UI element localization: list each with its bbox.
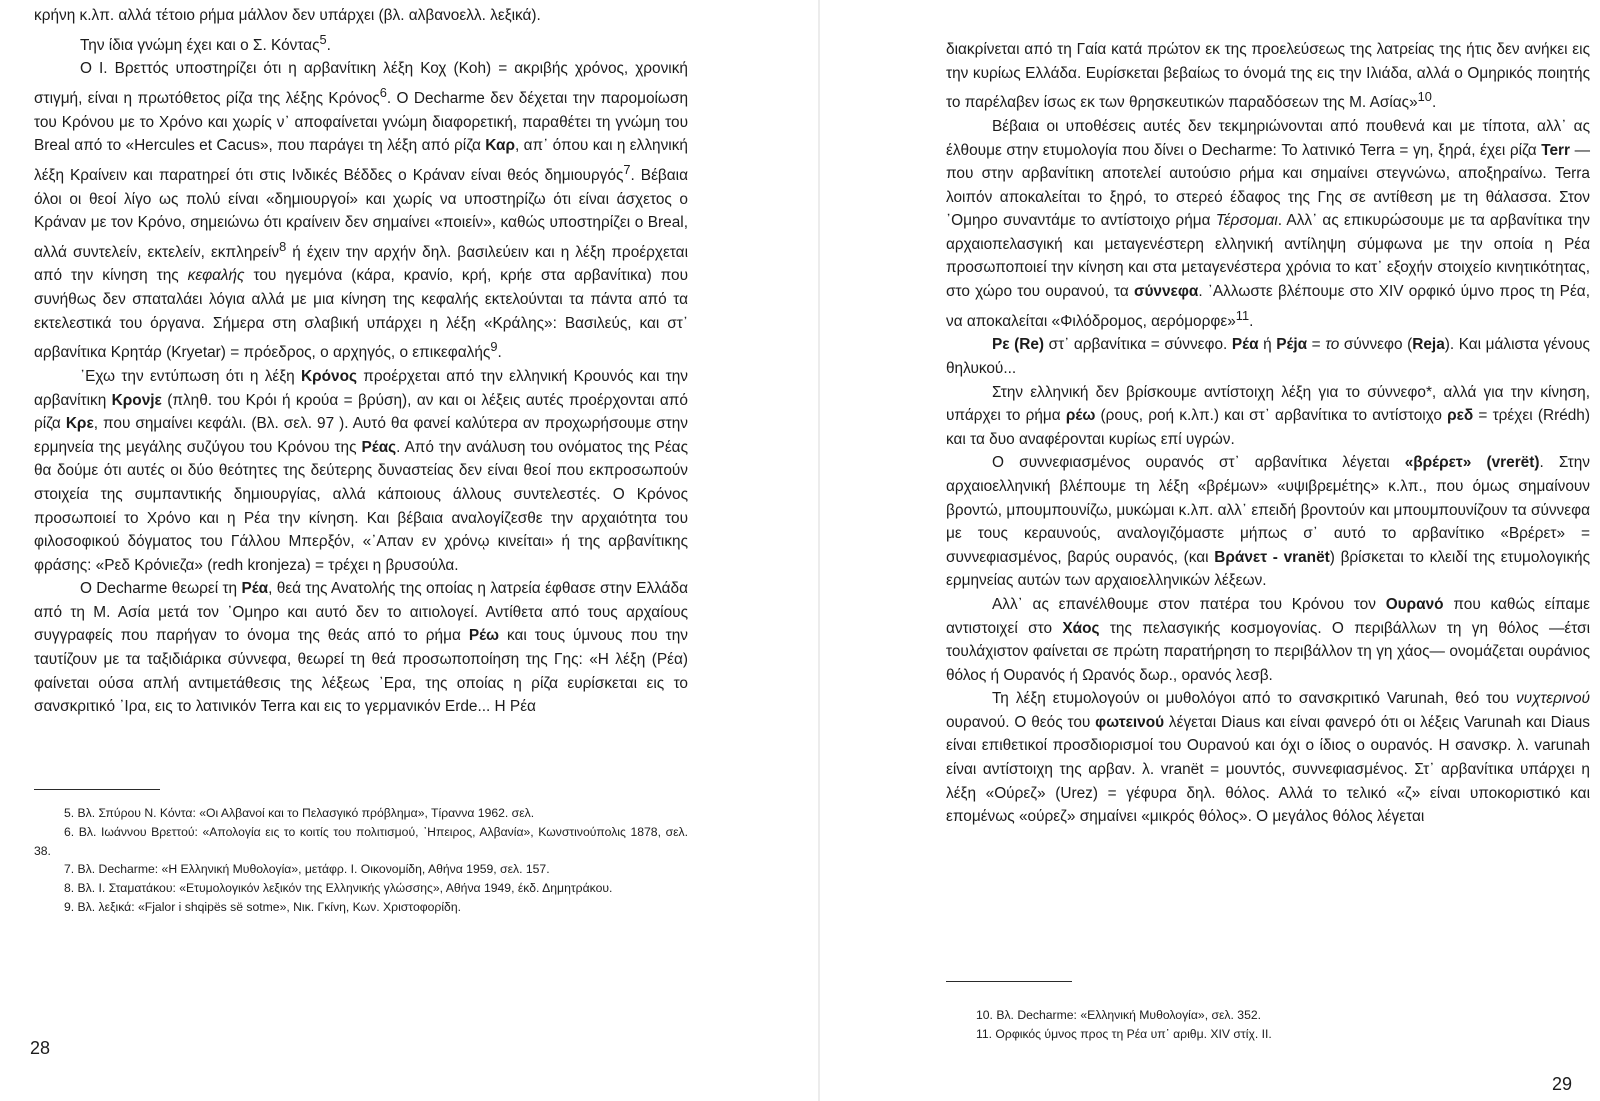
footnote-ref: 10 bbox=[1417, 89, 1432, 105]
page-right-body bbox=[946, 38, 1590, 829]
footnote-ref: 11 bbox=[1235, 307, 1250, 323]
emphasis: «βρέρετ» (vrerët) bbox=[1404, 454, 1540, 472]
paragraph: Ο συννεφιασμένος ουρανός στ᾽ αρβανίτικα λέγεται «βρέρετ» (vrerët). Στην αρχαιοελληνική βλέπουμε τη λέξη «βρέμων» «υψιβρεμέτης» κ.λπ., που όμως σημαίνουν βροντώ, μπουμπουνίζω, μυκώμαι κ.λπ. αλλ᾽ επειδή βροντούν και μπουμπουνίζουν τα σύννεφα με τους κεραυνούς, αναλογιζόμαστε μήπως σ᾽ αυτό το αρβανίτικο «Βρέρετ» = συννεφιασμένος, βαρύς ουρανός, (και Βράνετ - vranët) βρίσκεται το κλειδί της ετυμολογικής ερμηνείας αυτών των αρχαιοελληνικών λέξεων. bbox=[946, 454, 1590, 590]
page-right bbox=[820, 0, 1600, 1101]
emphasis: Ρέω bbox=[468, 627, 500, 645]
footnote: 11. Ορφικός ύμνος προς τη Ρέα υπ᾽ αριθμ. XIV στίχ. ΙΙ. bbox=[976, 1026, 1272, 1041]
emphasis: Ρε (Re) bbox=[992, 336, 1045, 354]
paragraph: κρήνη κ.λπ. αλλά τέτοιο ρήμα μάλλον δεν υπάρχει (βλ. αλβανοελλ. λεξικά). bbox=[34, 7, 541, 24]
paragraph: Ο Ι. Βρεττός υποστηρίζει ότι η αρβανίτικη λέξη Κοχ (Koh) = ακριβής χρόνος, χρονική στιγμή, είναι η πρωτόθετος ρίζα της λέξης Κρόνος$^6$. Ο Decharme δεν δέχεται την παρομοίωση του Κρόνου με το Χρόνο και χωρίς ν᾽ αποφαίνεται γνώμη διαφορετική, παραθέτει τη γνώμη του Breal από το «Hercules et Cacus», που παράγει τη λέξη από ρίζα Καρ, απ᾽ όπου και η ελληνική λέξη Κραίνειν και παρατηρεί ότι στις Ινδικές Βέδδες ο Κράναν είναι θεός δημιουργός$^7$. Βέβαια όλοι οι θεοί λίγο ως πολύ είναι «δημιουργοί» και χωρίς να υποστηρίζω ότι είναι άσχετος ο Κράναν με τον Κρόνο, σημειώνω ότι κραίνειν δεν σημαίνει «ποιείν», καθώς υποστηρίζει ο Βreal, αλλά συντελείν, εκτελείν, εκπληρείν$^8$ ή έχειν την αρχήν δηλ. βασιλεύειν και η λέξη προέρχεται από την κίνηση της κεφαλής του ηγεμόνα (κάρα, κρανίο, κρή, κρήε στα αρβανίτικα) που συνήθως δεν σπαταλάει λόγια αλλά με μια κίνηση της κεφαλής εκτελούνται τα πάντα από τα εκτελεστικά του όργανα. Σήμερα στη σλαβική υπάρχει η λέξη «Κράλης»: Βασιλεύς, και στ᾽ αρβανίτικα Κρητάρ (Kryetar) = πρόεδρος, ο αρχηγός, ο επικεφαλής$^9$. bbox=[34, 60, 689, 362]
emphasis: Βράνετ - vranët bbox=[1214, 548, 1330, 566]
paragraph: Ο Decharme θεωρεί τη Ρέα, θεά της Ανατολής της οποίας η λατρεία έφθασε στην Ελλάδα από τη Μ. Ασία μετά τον ᾽Ομηρο και αυτό δεν το αιτιολογεί. Αντίθετα από τους αρχαίους συγγραφείς που παρήγαν το όνομα της θεάς από το ρήμα Ρέω και τους ύμνους που την ταυτίζουν με τα ταξιδιάρικα σύννεφα, θεωρεί τη θεά προσωποποίηση της Γης: «Η λέξη (Ρέα) φαίνεται ούσα απλή αντιμετάθεσις της λέξεως ᾽Ερα, της οποίας η ρίζα ευρίσκεται εις το σανσκριτικό ᾽Ιρα, εις το λατινικόν Terra και εις το γερμανικόν Erde... Η Ρέα bbox=[34, 580, 689, 716]
footnote: 10. Βλ. Decharme: «Ελληνική Μυθολογία», σελ. 352. bbox=[976, 1008, 1262, 1022]
paragraph: Αλλ᾽ ας επανέλθουμε στον πατέρα του Κρόνου τον Ουρανό που καθώς είπαμε αντιστοιχεί στο Χάος της πελασγικής κοσμογονίας. Ο περιβάλλων τη γη θόλος —έτσι τουλάχιστον φαίνεται σε πρώτη παρατήρηση το περιβάλλον τη γη χάος— ονομάζεται ουράνιος θόλος ή Ουρανός ή Ωρανός δωρ., ορανός λεσβ. bbox=[946, 595, 1590, 684]
footnote: 5. Βλ. Σπύρου Ν. Κόντα: «Οι Αλβανοί και το Πελασγικό πρόβλημα», Τίραννα 1962. σελ. bbox=[64, 806, 535, 820]
emphasis: Τέρσομαι bbox=[1215, 212, 1278, 230]
emphasis: Κρόνος bbox=[300, 367, 357, 385]
emphasis: Ρέα bbox=[241, 580, 269, 598]
footnote: 6. Βλ. Ιωάννου Βρεττού: «Απολογία εις το κοιτίς του πολιτισμού, ᾽Ηπειρος, Αλβανία», Κωνστινούπολις 1878, σελ. 38. bbox=[34, 824, 688, 858]
footnote: 9. Βλ. λεξικά: «Fjalor i shqipës së sotme», Νικ. Γκίνη, Κων. Χριστοφορίδη. bbox=[64, 899, 461, 914]
emphasis: φωτεινού bbox=[1095, 713, 1165, 731]
emphasis: Reja bbox=[1412, 336, 1445, 354]
footnotes bbox=[946, 1006, 1590, 1044]
emphasis: Χάος bbox=[1062, 619, 1100, 637]
footnote-ref: 6 bbox=[379, 84, 387, 100]
emphasis: Ρέας bbox=[361, 438, 397, 456]
paragraph: Τη λέξη ετυμολογούν οι μυθολόγοι από το σανσκριτικό Varunah, θεό του νυχτερινού ουρανού. Ο θεός του φωτεινού λέγεται Diaus και είναι φανερό ότι οι λέξεις Varunah και Diaus είναι επιθετικοί προσδιορισμοί του Ουρανού και όχι ο ίδιος ο ουρανός. Η σανσκρ. λ. varunah είναι αντίστοιχη της αρβαν. λ. vranët = μουντός, συννεφιασμένος. Στ᾽ αρβανίτικα υπάρχει η λέξη «Ούρεζ» (Urez) = γέφυρα δηλ. θόλος. Αλλά το τελικό «ζ» είναι υποκοριστικό και επομένως «ούρεζ» σημαίνει «μικρός θόλος». Ο μεγάλος θόλος λέγεται bbox=[946, 690, 1590, 826]
page-left-body bbox=[34, 4, 688, 719]
emphasis: Ρέα bbox=[1231, 336, 1259, 354]
emphasis: Κρονjε bbox=[111, 391, 162, 409]
footnote: 8. Βλ. Ι. Σταματάκου: «Ετυμολογικόν λεξικόν της Ελληνικής γλώσσης», Αθήνα 1949, έκδ. Δημητράκου. bbox=[64, 881, 613, 896]
footnote-ref: 9 bbox=[490, 339, 498, 355]
page-number: 28 bbox=[30, 1038, 51, 1058]
paragraph: Ρε (Re) στ᾽ αρβανίτικα = σύννεφο. Ρέα ή Ρέjα = το σύννεφο (Reja). Και μάλιστα γένους θηλυκού... bbox=[946, 336, 1590, 377]
paragraph: Την ίδια γνώμη έχει και ο Σ. Κόντας$^5$. bbox=[80, 31, 331, 54]
emphasis: κεφαλής bbox=[187, 267, 245, 285]
paragraph: ᾽Εχω την εντύπωση ότι η λέξη Κρόνος προέρχεται από την ελληνική Κρουνός και την αρβανίτικη Κρονjε (πληθ. του Κρόι ή κρούα = βρύση), αν και οι λέξεις αυτές προέρχονται από ρίζα Κρε, που σημαίνει κεφάλι. (Βλ. σελ. 97 ). Αυτό θα φανεί καλύτερα αν προχωρήσουμε στην ερμηνεία της μεγάλης συζύγου του Κρόνου της Ρέας. Από την ανάλυση του ονόματος της Ρέας θα δούμε ότι αυτές οι δύο θεότητες της δεύτερης δυναστείας δεν είναι θεοί που εκπροσωπούν στοιχεία της συμπαντικής δημιουργίας, αλλά κάποιους άλλους συντελεστές. Ο Κρόνος προσωποιεί το Χρόνο και η Ρέα την κίνηση. Και βέβαια αναλογίζεσθε την αρχαιότητα του φιλοσοφικού δόγματος του Γάλλου Μπερξόν, «᾽Απαν εν χρόνῳ κινείται» ή της αρβανίτικης φράσης: «Ρεδ Κρόνιεζα» (redh kronjeza) = τρέχει η βρυσούλα. bbox=[34, 367, 688, 574]
footnote-ref: 5 bbox=[319, 31, 327, 47]
footnote-rule bbox=[34, 789, 160, 790]
emphasis: Καρ bbox=[485, 137, 515, 155]
footnote-rule bbox=[946, 981, 1072, 982]
emphasis: νυχτερινού bbox=[1515, 690, 1590, 708]
paragraph: Στην ελληνική δεν βρίσκουμε αντίστοιχη λέξη για το σύννεφο*, αλλά για την κίνηση, υπάρχει το ρήμα ρέω (ρους, ροή κ.λπ.) και στ᾽ αρβανίτικα το αντίστοιχο ρεδ = τρέχει (Rrédh) και τα δυο αναφέρονται κυρίως επί υγρών. bbox=[946, 383, 1590, 448]
emphasis: το bbox=[1325, 336, 1340, 354]
emphasis: ρέω bbox=[1065, 407, 1096, 425]
emphasis: Κρε bbox=[65, 415, 94, 433]
emphasis: Ρέjα bbox=[1276, 336, 1308, 354]
footnote: 7. Βλ. Decharme: «Η Ελληνική Μυθολογία», μετάφρ. Ι. Οικονομίδη, Αθήνα 1959, σελ. 157. bbox=[64, 862, 550, 877]
page-number: 29 bbox=[1552, 1074, 1573, 1094]
emphasis: Ουρανό bbox=[1385, 595, 1444, 613]
paragraph: Βέβαια οι υποθέσεις αυτές δεν τεκμηριώνονται από πουθενά και με τίποτα, αλλ᾽ ας έλθουμε στην ετυμολογία που δίνει ο Decharme: Το λατινικό Terra = γη, ξηρά, έχει ρίζα Terr — που στην αρβανίτικη αποτελεί αυτούσιο ρήμα και σημαίνει στεγνώνω, αποξηραίνω. Terra λοιπόν αποκαλείται το ξηρό, το στερεό έδαφος της Γης σε αντίθεση με τη θάλασσα. Στον ᾽Ομηρο συναντάμε το αντίστοιχο ρήμα Τέρσομαι. Αλλ᾽ ας επικυρώσουμε με τα αρβανίτικα την αρχαιοπελασγική και μεταγενέστερη ελληνική αντίληψη σύμφωνα με την οποία η Ρέα προσωποποιεί την κίνηση και στα μεταγενέστερα χρόνια το κατ᾽ εξοχήν στοιχείο κινητικότητας, στο χώρο του ουρανού, τα σύννεφα. ᾽Αλλωστε βλέπουμε στο XIV ορφικό ύμνο προς τη Ρέα, να αποκαλείται «Φιλόδρομος, αερόμορφε»$^{11}$. bbox=[946, 117, 1590, 330]
footnote-ref: 8 bbox=[279, 238, 287, 254]
emphasis: σύννεφα bbox=[1133, 283, 1199, 301]
emphasis: ρεδ bbox=[1447, 407, 1474, 425]
footnote-ref: 7 bbox=[623, 161, 631, 177]
paragraph: διακρίνεται από τη Γαία κατά πρώτον εκ της προελεύσεως της λατρείας της ήτις δεν ανήκει εις την κυρίως Ελλάδα. Ευρίσκεται βεβαίως το όνομά της εις την Ιλιάδα, αλλά ο Ομηρικός ποιητής το παρέλαβεν ίσως εκ των θρησκευτικών παραδόσεων της Μ. Ασίας»$^{10}$. bbox=[946, 41, 1590, 112]
footnotes bbox=[34, 804, 688, 917]
emphasis: Terr bbox=[1541, 141, 1571, 159]
